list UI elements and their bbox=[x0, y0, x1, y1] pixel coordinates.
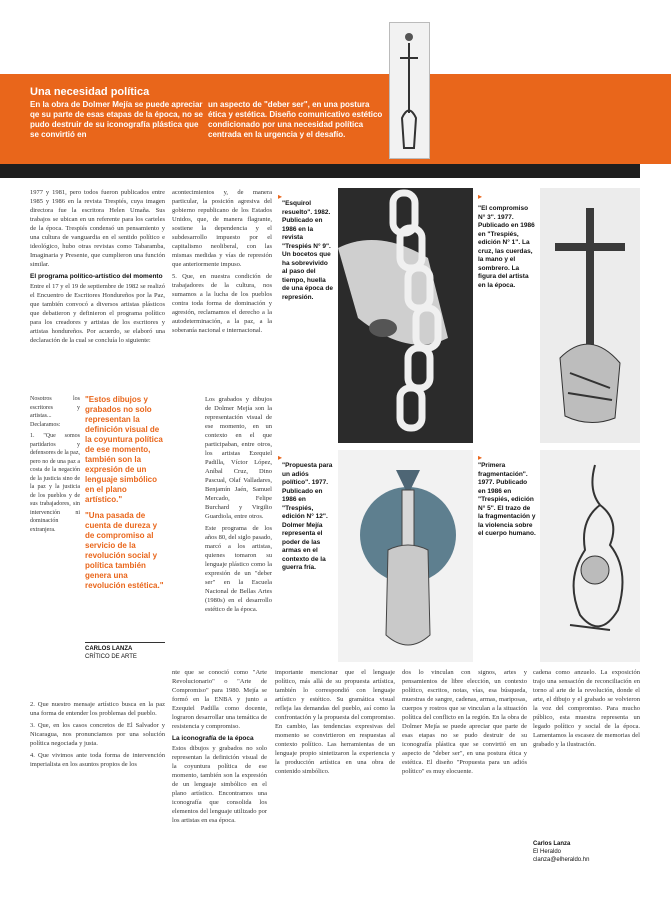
header-divider-bar bbox=[0, 164, 640, 178]
paragraph: Estos dibujos y grabados no solo representan la definición visual de la coyuntura política de ese momento, también son la expresión de un lenguaje simbólico en el plano artístico. Encontramos una iconografía que consolida los elementos del lenguaje utilizado por los artistas en esa época. bbox=[172, 745, 267, 824]
bottom-column-3 bbox=[275, 668, 395, 779]
artwork-fragmentation bbox=[540, 450, 640, 662]
signature-name: Carlos Lanza bbox=[533, 841, 571, 847]
caption-3: "Propuesta para un adiós político". 1977. Publicado en 1986 en "Trespiés, edición N° 12". Dolmer Mejía representa el poder de las armas en el contexto de la guerra fría. bbox=[282, 462, 333, 571]
bottom-column-5 bbox=[533, 668, 640, 752]
paragraph: Nosotros los escritores y artistas... Declaramos: bbox=[30, 396, 80, 428]
paragraph: Los grabados y dibujos de Dolmer Mejía son la representación visual de ese momento, en un contexto en el que participaban, entre otros, los artistas Ezequiel Padilla, Víctor López, Aníbal Cruz, Dino Pascual, Olaf Valladares, Benjamín Jaén, Samuel Mercado, Felipe Burchard y Virgilio Guardiola, entre otros. bbox=[205, 396, 272, 520]
signature-org: El Heraldo bbox=[533, 849, 562, 855]
caption-4: "Primera fragmentación". 1977. Publicado en 1986 en "Trespiés, edición N° 5". El trazo de la fragmentación y la violencia sobre el cuerpo humano. bbox=[478, 462, 536, 537]
paragraph: 1977 y 1981, pero todos fueron publicados entre 1985 y 1986 en la revista Trespiés, cuya imagen directora fue la escritora Helen Umaña. Sus trabajos se ubican en un referente para los carteles de la época. Trespiés condensó un pensamiento y una cultura de vanguardia en el sentido político e ideológico, hubo otras revistas como Tabaramba, Imaginaria y Presente, que cumplieron una función similar. bbox=[30, 189, 165, 268]
caption-2: "El compromiso N° 3". 1977. Publicado en 1986 en "Trespiés, edición N° 1". La cruz, las cuerdas, la mano y el sombrero. La figura del artista en la época. bbox=[478, 205, 535, 289]
paragraph: 2. Que nuestro mensaje artístico busca en la paz una forma de entender los problemas del pueblo. bbox=[30, 701, 165, 717]
pull-quote bbox=[85, 395, 165, 597]
artwork-cross bbox=[540, 188, 640, 443]
paragraph: 3. Que, en los casos concretos de El Salvador y Nicaragua, nos pronunciamos por una solución política negociada y justa. bbox=[30, 722, 165, 747]
caption-1: "Esquirol resuelto". 1982. Publicado en 1986 en la revista "Trespiés N° 9". Un bocetos que ha sobrevivido al paso del tiempo, huella de una época de represión. bbox=[282, 200, 333, 301]
paragraph: 4. Que vivimos ante toda forma de intervención imperialista en los asuntos propios de los bbox=[30, 752, 165, 768]
paragraph: Este programa de los años 80, del siglo pasado, marcó a los artistas, quienes tomaron su lenguaje plástico como la expresión de un "deber ser" en la Escuela Nacional de Bellas Artes (1980s) en el desarrollo estético de la época. bbox=[205, 525, 272, 613]
banner-title: Una necesidad política bbox=[30, 86, 150, 98]
paragraph: nte que se conoció como "Arte Revolucionario" o "Arte de Compromiso" para 1980. Mejía se formó en la ENBA y junto a Ezequiel Padilla como docente, lograron desarrollar una temática de resistencia y compromiso. bbox=[172, 669, 267, 730]
article-column-1 bbox=[30, 188, 165, 348]
bottom-column-4 bbox=[402, 668, 527, 779]
byline-name: CARLOS LANZA bbox=[85, 646, 133, 652]
article-column-1-narrow bbox=[30, 395, 80, 537]
byline-role: CRÍTICO DE ARTE bbox=[85, 654, 137, 660]
article-column-1-bottom bbox=[30, 700, 165, 772]
article-column-2 bbox=[172, 188, 272, 338]
pull-quote-2: "Una pasada de cuenta de dureza y de compromiso al servicio de la revolución social y política también genera una revolución estética." bbox=[85, 511, 164, 590]
paragraph: acontecimientos y, de manera particular, la posición agresiva del gobierno republicano de los Estados Unidos, que, de manera flagrante, sostiene la dependencia y el subdesarrollo impuesto por el capitalismo neoliberal, con las mismas medidas y vías de represión que anteriormente impuso. bbox=[172, 189, 272, 268]
caption-arrow-icon: ▸ bbox=[278, 453, 283, 462]
paragraph: cadena como anzuelo. La exposición trajo una sensación de reconciliación en torno al arte de la revolución, donde el arte, el dibujo y el grabado se volvieron la voz del compromiso. Para mucho público, esta muestra representa un legado político y social de la época. Lamentamos la escasez de memorias del grabado y la ilustración. bbox=[533, 669, 640, 748]
paragraph: importante mencionar que el lenguaje político, más allá de su propuesta artística, también lo correspondió con lenguaje artístico y estético. Su gramática visual refleja las demandas del pueblo, así como la confrontación y la propuesta del compromiso. En cambio, las tendencias expresivas del momento se convirtieron en respuestas al contexto político. Las herramientas de un lenguaje propio sintetizaron la experiencia y la producción artística en una obra de contenido simbólico. bbox=[275, 669, 395, 775]
signature-email: clanza@elheraldo.hn bbox=[533, 857, 590, 863]
author-signature bbox=[533, 840, 589, 864]
banner-text-left: En la obra de Dolmer Mejía se puede apreciar qe su parte de esas etapas de la época, no se pudo destruir de su iconografía plástica que se convirtió en bbox=[30, 100, 203, 139]
section-heading: La iconografía de la época bbox=[172, 735, 254, 742]
banner-text-right: un aspecto de "deber ser", en una postura ética y estética. Diseño comunicativo estético condicionado por una necesidad política centrada en la urgencia y el desafío. bbox=[208, 100, 383, 139]
caption-arrow-icon: ▸ bbox=[478, 453, 483, 462]
paragraph: dos lo vinculan con signos, artes y pensamientos de libre elección, un contexto político, escritos, notas, vías, esa búsqueda, muestras de sangre, cadenas, armas, mariposas, cuerpos y rostros que se vinculan a la situación política del conflicto en la región. En la obra de Dolmer Mejía se puede apreciar que parte de esas etapas no se pudo destruir de su iconografía plástica que se convirtió en un aspecto de "deber ser", en una postura ética y estética. El diseño "Propuesta para un adiós político" es muy elocuente. bbox=[402, 669, 527, 775]
artwork-chains bbox=[338, 188, 473, 443]
paragraph: 1. "Que somos partidarios y defensores de la paz, pero no de una paz a costa de la negación de la justicia sino de la paz y la justicia de los pueblos y de sus trabajadores, sin intervención ni dominación extranjera. bbox=[30, 433, 80, 533]
pull-quote-1: "Estos dibujos y grabados no solo representan la definición visual de la coyuntura política de ese momento, también son la expresión de un lenguaje simbólico en el plano artístico." bbox=[85, 395, 163, 504]
header-artwork-thumbnail bbox=[389, 22, 430, 159]
caption-arrow-icon: ▸ bbox=[478, 192, 483, 201]
bottom-column-2 bbox=[172, 668, 267, 828]
section-heading: El programa político-artístico del momento bbox=[30, 273, 163, 280]
paragraph: 5. Que, en nuestra condición de trabajadores de la cultura, nos sumamos a la lucha de los pueblos contra toda forma de dominación y agresión, reclamamos el derecho a la autodeterminación, a la paz, a la soberanía nacional e internacional. bbox=[172, 273, 272, 334]
paragraph: Entre el 17 y el 19 de septiembre de 1982 se realizó el Encuentro de Escritores Hondureños por la Paz, que también convocó a diversos artistas plásticos que debatieron y definieron el programa político para los creadores y artistas de los escritores y artistas hondureños. Por acuerdo, se elaboró una declaración de la cual se concluía lo siguiente: bbox=[30, 283, 165, 344]
quote-byline bbox=[85, 642, 165, 661]
article-column-2-narrow bbox=[205, 395, 272, 617]
caption-arrow-icon: ▸ bbox=[278, 192, 283, 201]
artwork-bomb bbox=[338, 450, 473, 662]
